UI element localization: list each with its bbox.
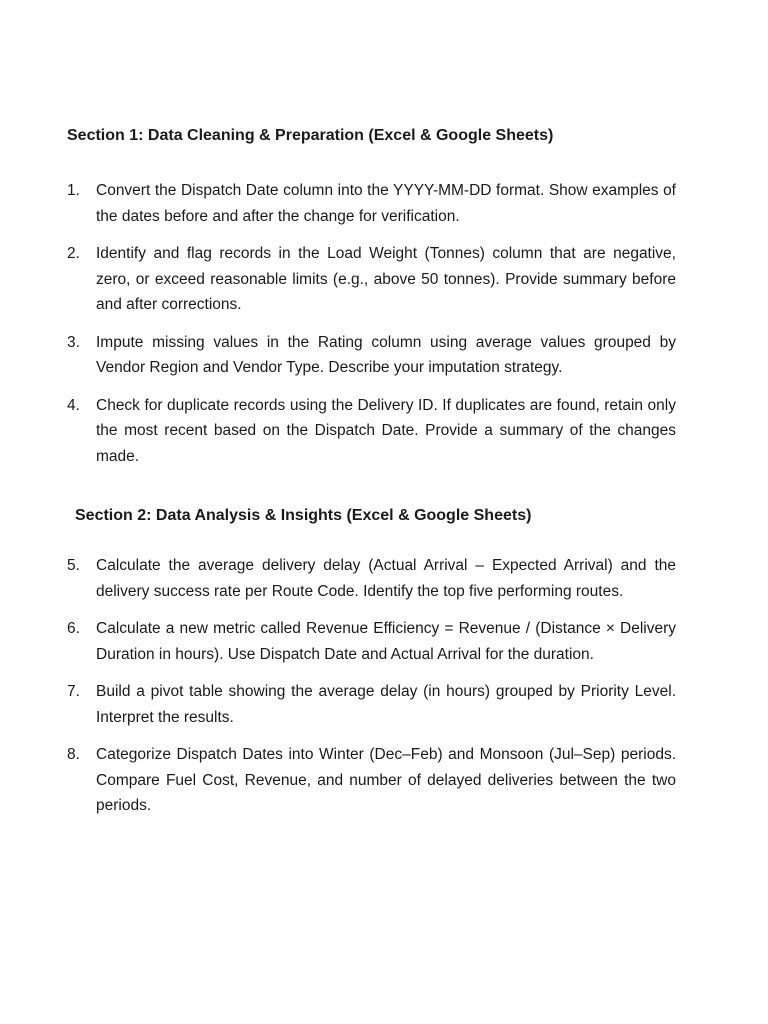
task-text: Categorize Dispatch Dates into Winter (Dec–Feb) and Monsoon (Jul–Sep) periods. Compare Fuel Cost, Revenue, and number of delayed deliveries between the two periods. xyxy=(96,746,676,814)
section-2-heading: Section 2: Data Analysis & Insights (Excel & Google Sheets) xyxy=(75,507,532,524)
task-item-8 xyxy=(67,742,676,819)
task-number: 6. xyxy=(67,620,80,637)
task-text: Calculate a new metric called Revenue Efficiency = Revenue / (Distance × Delivery Duration in hours). Use Dispatch Date and Actual Arrival for the duration. xyxy=(96,620,676,663)
task-item-1 xyxy=(67,178,676,229)
section-1-heading: Section 1: Data Cleaning & Preparation (Excel & Google Sheets) xyxy=(67,127,554,144)
task-item-2 xyxy=(67,241,676,318)
task-number: 8. xyxy=(67,746,80,763)
task-item-5 xyxy=(67,553,676,604)
task-number: 2. xyxy=(67,245,80,262)
task-text: Convert the Dispatch Date column into the YYYY-MM-DD format. Show examples of the dates before and after the change for verification. xyxy=(96,182,676,225)
task-number: 3. xyxy=(67,333,80,351)
task-item-4 xyxy=(67,393,676,470)
section-2-task-list xyxy=(67,553,676,819)
task-text: Impute missing values in the Rating column using average values grouped by Vendor Region and Vendor Type. Describe your imputation strategy. xyxy=(96,333,676,376)
task-number: 7. xyxy=(67,683,80,700)
task-number: 1. xyxy=(67,182,80,199)
task-item-3 xyxy=(67,330,676,381)
task-text: Build a pivot table showing the average delay (in hours) grouped by Priority Level. Interpret the results. xyxy=(96,683,676,726)
task-text: Calculate the average delivery delay (Actual Arrival – Expected Arrival) and the delivery success rate per Route Code. Identify the top five performing routes. xyxy=(96,557,676,600)
task-text: Check for duplicate records using the Delivery ID. If duplicates are found, retain only the most recent based on the Dispatch Date. Provide a summary of the changes made. xyxy=(96,396,676,465)
section-1-task-list xyxy=(67,178,676,469)
task-text: Identify and flag records in the Load Weight (Tonnes) column that are negative, zero, or exceed reasonable limits (e.g., above 50 tonnes). Provide summary before and after corrections. xyxy=(96,245,676,313)
task-number: 4. xyxy=(67,396,80,414)
task-item-7 xyxy=(67,679,676,730)
task-number: 5. xyxy=(67,557,80,574)
task-item-6 xyxy=(67,616,676,667)
